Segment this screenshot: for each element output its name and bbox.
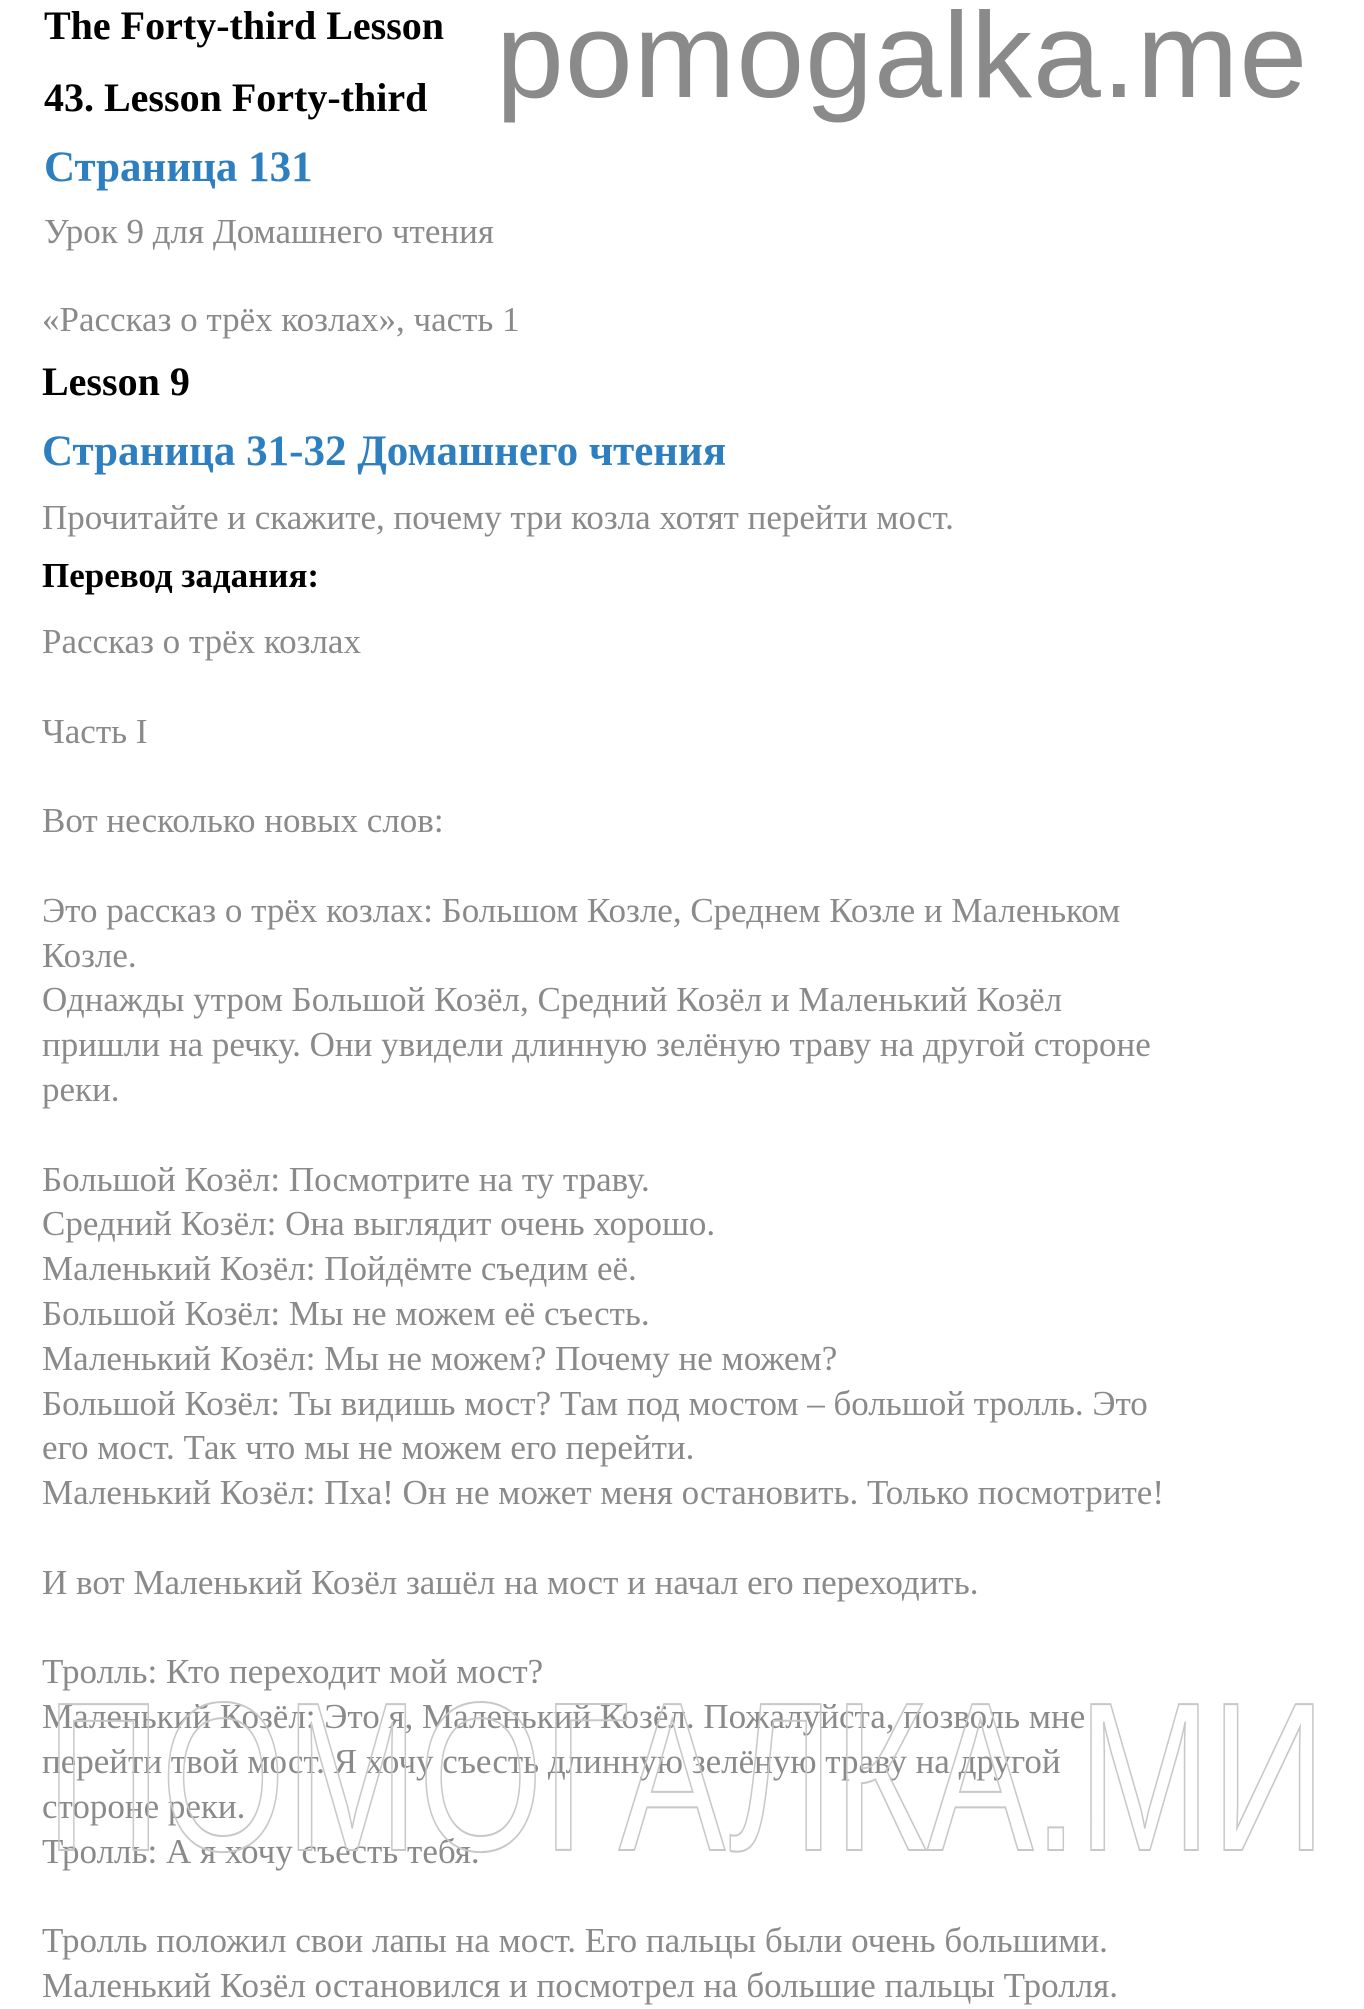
story-line: перейти твой мост. Я хочу съесть длинную зелёную траву на другой	[42, 1741, 1061, 1781]
story-line: И вот Маленький Козёл зашёл на мост и начал его переходить.	[42, 1562, 979, 1602]
story-line: Маленький Козёл: Это я, Маленький Козёл. Пожалуйста, позволь мне	[42, 1697, 1086, 1737]
bottom-watermark-text: ПОМОГАЛКА.МИ	[46, 1690, 1326, 1880]
story-line: Тролль: А я хочу съесть тебя.	[42, 1831, 480, 1871]
story-line: Маленький Козёл: Пха! Он не может меня остановить. Только посмотрите!	[42, 1473, 1164, 1513]
story-line: Средний Козёл: Она выглядит очень хорошо.	[42, 1204, 716, 1244]
story-part: «Рассказ о трёх козлах», часть 1	[42, 300, 520, 339]
story-line	[42, 1874, 1332, 1919]
lesson-number: Урок 9 для Домашнего чтения	[44, 212, 494, 251]
story-line: стороне реки.	[42, 1786, 246, 1826]
story-line	[42, 665, 1332, 710]
story-line	[42, 1606, 1332, 1651]
story-line: Маленький Козёл: Пойдёмте съедим её.	[42, 1249, 637, 1289]
story-line: Маленький Козёл: Мы не можем? Почему не можем?	[42, 1338, 838, 1378]
story-line: его мост. Так что мы не можем его перейти.	[42, 1428, 695, 1468]
story-line	[42, 1113, 1332, 1158]
story-line: Большой Козёл: Мы не можем её съесть.	[42, 1293, 650, 1333]
story-line	[42, 1516, 1332, 1561]
story-line: Козле.	[42, 935, 137, 975]
lesson-title-numbered: 43. Lesson Forty-third	[44, 75, 428, 120]
story-line	[42, 754, 1332, 799]
lesson-title-english: The Forty-third Lesson	[44, 3, 444, 48]
story-line: Тролль положил свои лапы на мост. Его пальцы были очень большими.	[42, 1921, 1108, 1961]
story-text	[42, 620, 1332, 2009]
story-line: пришли на речку. Они увидели длинную зелёную траву на другой стороне	[42, 1025, 1151, 1065]
site-watermark: pomogalka.me	[496, 0, 1309, 123]
translation-label: Перевод задания:	[42, 556, 320, 595]
story-line: Это рассказ о трёх козлах: Большом Козле, Среднем Козле и Маленьком	[42, 890, 1121, 930]
story-line: Большой Козёл: Посмотрите на ту траву.	[42, 1159, 650, 1199]
page-heading: Страница 131	[44, 144, 313, 191]
task-instruction: Прочитайте и скажите, почему три козла хотят перейти мост.	[42, 498, 954, 537]
story-line: Большой Козёл: Ты видишь мост? Там под мостом – большой тролль. Это	[42, 1383, 1148, 1423]
story-line: Часть I	[42, 711, 148, 751]
story-line: Тролль: Кто переходит мой мост?	[42, 1652, 544, 1692]
story-line: реки.	[42, 1069, 120, 1109]
story-line: Рассказ о трёх козлах	[42, 622, 361, 661]
lesson-label: Lesson 9	[42, 359, 190, 404]
story-line: Маленький Козёл остановился и посмотрел на большие пальцы Тролля.	[42, 1965, 1118, 2005]
story-line	[42, 844, 1332, 889]
story-line: Однажды утром Большой Козёл, Средний Козёл и Маленький Козёл	[42, 980, 1063, 1020]
story-line: Вот несколько новых слов:	[42, 801, 444, 841]
reading-heading: Страница 31-32 Домашнего чтения	[42, 428, 727, 475]
